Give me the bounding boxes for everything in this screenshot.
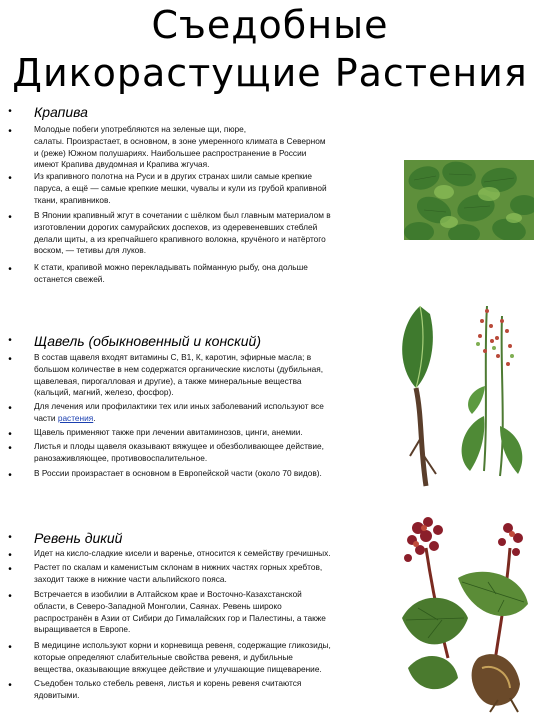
sorrel-paragraph-2 [34, 401, 394, 425]
bullet: • [8, 550, 12, 561]
nettle-photo [404, 160, 534, 240]
plant-link[interactable]: растения [57, 412, 94, 423]
rhubarb-paragraph-3: Встречается в изобилии в Алтайском крае и Восточно-Казахстанской области, в Северо-Западной Монголии, Саянах. Ревень широко распространён в Азии от Сибири до Гималайских гор и Палестины, а также выращивается в Европе. [34, 589, 326, 635]
sorrel-paragraph-5: В России произрастает в основном в Европейской части (около 70 видов). [34, 468, 322, 478]
bullet: • [8, 212, 12, 223]
rhubarb-paragraph-4: В медицине используют корни и корневища ревеня, содержащие гликозиды, которые определяют слабительные свойства ревеня, и дубильные вещества, оказывающие вяжущее действие и улучшающие пищеварение. [34, 640, 331, 674]
rhubarb-paragraph-2: Растет по скалам и каменистым склонам в нижних частях горных хребтов, заходит также в нижние части альпийского пояса. [34, 562, 323, 584]
rhubarb-paragraph-1: Идет на кисло-сладкие кисели и варенье, относится к семейству гречишных. [34, 548, 331, 558]
sorrel-paragraph-4: Листья и плоды щавеля оказывают вяжущее и обезболивающее действие, ранозаживляющее, противовоспалительное. [34, 441, 324, 463]
sorrel-paragraph-3: Щавель применяют также при лечении авитаминозов, цинги, анемии. [34, 427, 303, 437]
nettle-paragraph-3: В Японии крапивный жгут в сочетании с шёлком был главным материалом в изготовлении дорогих самурайских доспехов, из одеревеневших стеблей делали щиты, а из крепчайшего крапивного волокна, кручёного и натёртого воском, — тетивы для луков. [34, 210, 331, 256]
bullet: • [8, 532, 12, 543]
bullet: • [8, 429, 12, 440]
bullet: • [8, 403, 12, 414]
page-title-line-2: Дикорастущие Растения [12, 51, 528, 95]
bullet: • [8, 564, 12, 575]
bullet: • [8, 591, 12, 602]
sorrel-illustration [392, 296, 534, 496]
bullet: • [8, 354, 12, 365]
page-title-line-1: Съедобные [151, 3, 389, 47]
rhubarb-paragraph-5: Съедобен только стебель ревеня, листья и корень ревеня считаются ядовитыми. [34, 678, 302, 700]
nettle-paragraph-2: Из крапивного полотна на Руси и в других странах шили самые крепкие паруса, а ещё — самые крепкие мешки, чувалы и кули из грубой крапивной ткани, крапивников. [34, 171, 327, 205]
bullet: • [8, 680, 12, 691]
bullet: • [8, 264, 12, 275]
rhubarb-illustration [398, 508, 536, 714]
section-heading-nettle: Крапива [34, 104, 88, 120]
sorrel-paragraph-2-text: Для лечения или профилактики тех или иных заболеваний используют все части [34, 401, 324, 423]
bullet: • [8, 443, 12, 454]
bullet: • [8, 126, 12, 137]
nettle-paragraph-1: Молодые побеги употребляются на зеленые щи, пюре, салаты. Произрастает, в основном, в зоне умеренного климата в Северном и (реже) Южном полушариях. Наибольшее распространение в России имеют Крапива двудомная и Крапива жгучая. [34, 124, 326, 170]
section-heading-sorrel: Щавель (обыкновенный и конский) [34, 333, 262, 349]
link-suffix: . [93, 412, 96, 423]
bullet: • [8, 470, 12, 481]
bullet: • [8, 173, 12, 184]
section-heading-rhubarb: Ревень дикий [34, 530, 123, 546]
nettle-paragraph-4: К стати, крапивой можно перекладывать пойманную рыбу, она дольше останется свежей. [34, 262, 308, 284]
bullet: • [8, 642, 12, 653]
bullet: • [8, 335, 12, 346]
sorrel-paragraph-1: В состав щавеля входят витамины С, В1, К, каротин, эфирные масла; в большом количестве в нем содержатся органические кислоты (дубильная, щавелевая, пирогалловая и другие), а также минеральные вещества (кальций, магний, железо, фосфор). [34, 352, 324, 398]
bullet: • [8, 106, 12, 117]
